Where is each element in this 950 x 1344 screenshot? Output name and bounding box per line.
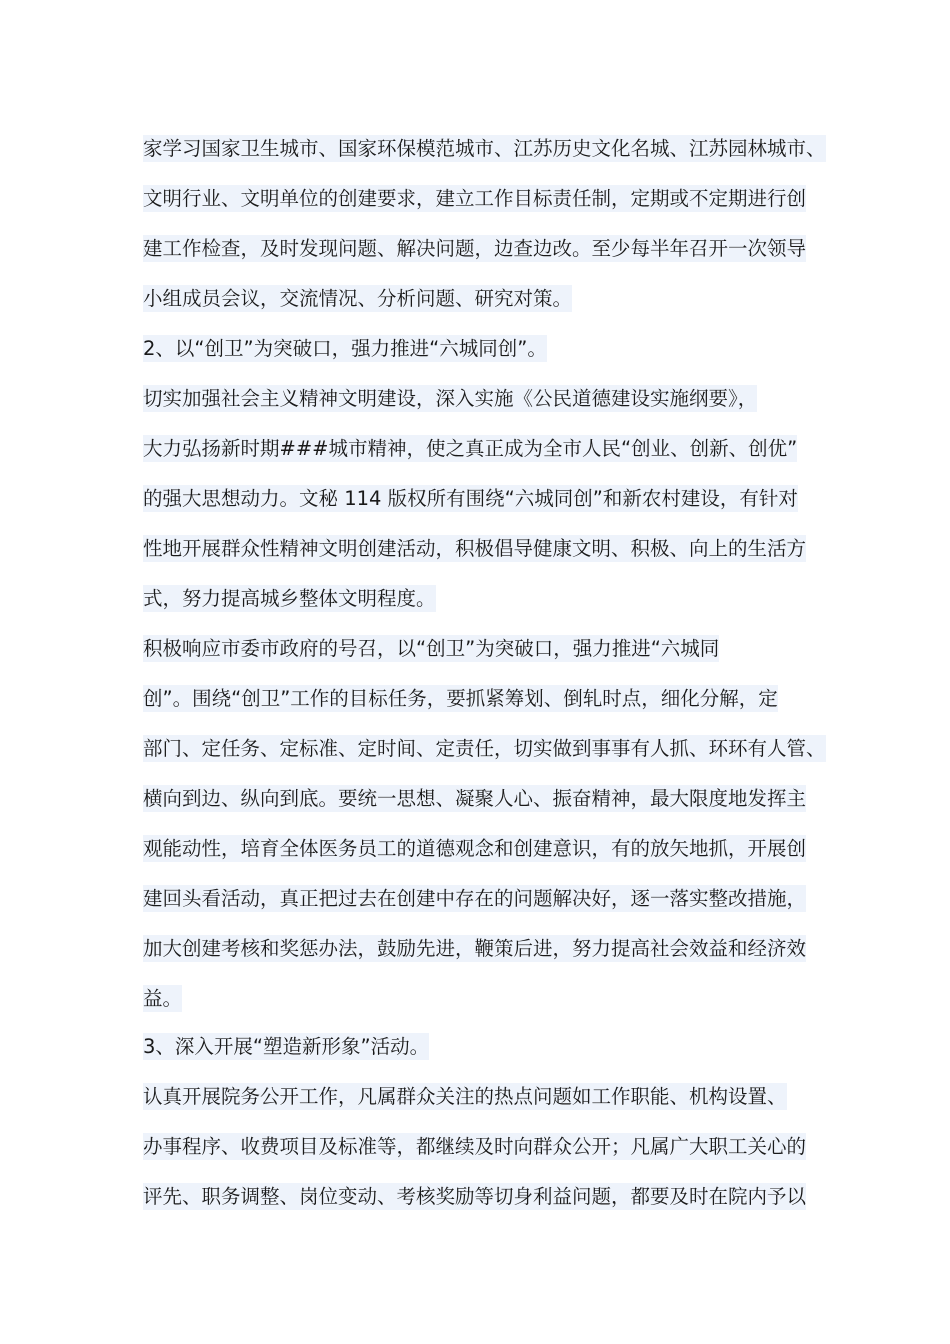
line-text: 切实加强社会主义精神文明建设，深入实施《公民道德建设实施纲要》， — [143, 387, 758, 410]
line-text: 2、以“创卫”为突破口，强力推进“六城同创”。 — [143, 337, 547, 360]
line-text: 横向到边、纵向到底。要统一思想、凝聚人心、振奋精神，最大限度地发挥主 — [143, 787, 807, 810]
line-text: 大力弘扬新时期###城市精神，使之真正成为全市人民“创业、创新、创优” — [143, 437, 798, 460]
line-text: 式，努力提高城乡整体文明程度。 — [143, 587, 436, 610]
text-line — [143, 1132, 806, 1162]
section-heading-3 — [143, 1032, 429, 1062]
text-line — [143, 1082, 787, 1112]
text-line — [143, 384, 757, 414]
text-line — [143, 234, 806, 264]
line-text: 家学习国家卫生城市、国家环保模范城市、江苏历史文化名城、江苏园林城市、 — [143, 137, 826, 160]
line-text: 观能动性，培育全体医务员工的道德观念和创建意识，有的放矢地抓，开展创 — [143, 837, 807, 860]
text-line — [143, 184, 806, 214]
line-text: 认真开展院务公开工作，凡属群众关注的热点问题如工作职能、机构设置、 — [143, 1085, 787, 1108]
line-text: 部门、定任务、定标准、定时间、定责任，切实做到事事有人抓、环环有人管、 — [143, 737, 826, 760]
line-text: 文明行业、文明单位的创建要求，建立工作目标责任制，定期或不定期进行创 — [143, 187, 807, 210]
text-line — [143, 984, 182, 1014]
line-text: 的强大思想动力。文秘 114 版权所有围绕“六城同创”和新农村建设，有针对 — [143, 487, 798, 510]
line-text: 创”。围绕“创卫”工作的目标任务，要抓紧筹划、倒轧时点，细化分解，定 — [143, 687, 778, 710]
text-line — [143, 734, 826, 764]
text-line — [143, 284, 572, 314]
text-line — [143, 134, 826, 164]
text-line — [143, 684, 778, 714]
line-text: 建回头看活动，真正把过去在创建中存在的问题解决好，逐一落实整改措施， — [143, 887, 807, 910]
text-line — [143, 534, 806, 564]
section-heading-2 — [143, 334, 547, 364]
text-line — [143, 834, 806, 864]
text-line — [143, 434, 797, 464]
text-line — [143, 1182, 806, 1212]
line-text: 办事程序、收费项目及标准等，都继续及时向群众公开；凡属广大职工关心的 — [143, 1135, 807, 1158]
line-text: 加大创建考核和奖惩办法，鼓励先进，鞭策后进，努力提高社会效益和经济效 — [143, 937, 807, 960]
line-text: 小组成员会议，交流情况、分析问题、研究对策。 — [143, 287, 573, 310]
text-line — [143, 484, 798, 514]
text-line — [143, 884, 806, 914]
line-text: 益。 — [143, 987, 183, 1010]
line-text: 积极响应市委市政府的号召，以“创卫”为突破口，强力推进“六城同 — [143, 637, 720, 660]
line-text: 3、深入开展“塑造新形象”活动。 — [143, 1035, 430, 1058]
text-line — [143, 584, 436, 614]
line-text: 评先、职务调整、岗位变动、考核奖励等切身利益问题，都要及时在院内予以 — [143, 1185, 807, 1208]
text-line — [143, 634, 719, 664]
text-line — [143, 784, 806, 814]
text-line — [143, 934, 806, 964]
line-text: 建工作检查，及时发现问题、解决问题，边查边改。至少每半年召开一次领导 — [143, 237, 807, 260]
line-text: 性地开展群众性精神文明创建活动，积极倡导健康文明、积极、向上的生活方 — [143, 537, 807, 560]
